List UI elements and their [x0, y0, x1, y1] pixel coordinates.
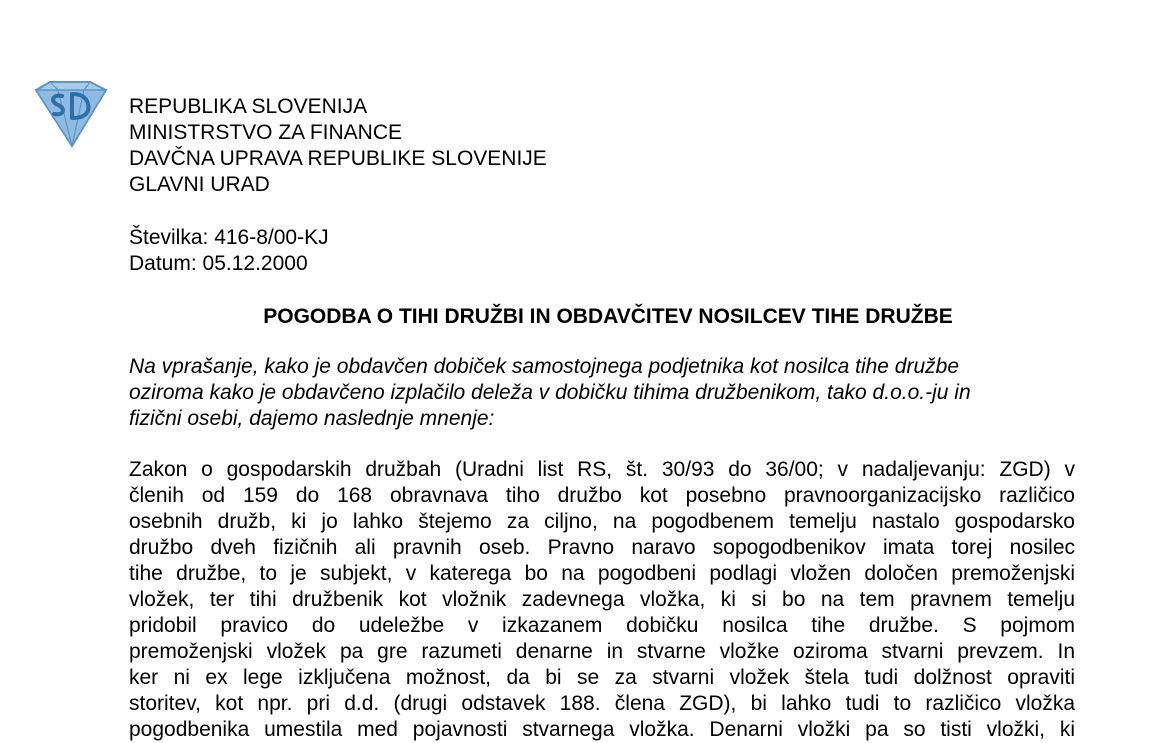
- body-line: členih od 159 do 168 obravnava tiho družbo kot posebno pravnoorganizacijsko različico: [129, 484, 1075, 507]
- header-line: GLAVNI URAD: [129, 173, 270, 196]
- institution-header: [129, 94, 547, 198]
- header-line: MINISTRSTVO ZA FINANCE: [129, 121, 403, 144]
- header-line: DAVČNA UPRAVA REPUBLIKE SLOVENIJE: [129, 147, 547, 170]
- body-line: družbo dveh fizičnih ali pravnih oseb. Pravno naravo sopogodbenikov imata torej nosilec: [129, 536, 1075, 559]
- document-title: POGODBA O TIHI DRUŽBI IN OBDAVČITEV NOSILCEV TIHE DRUŽBE: [263, 305, 953, 328]
- body-line: premoženjski vložek pa gre razumeti denarne in stvarne vložke oziroma stvarni prevzem. In: [129, 640, 1075, 663]
- intro-line: oziroma kako je obdavčeno izplačilo deleža v dobičku tihima družbenikom, tako d.o.o.-ju in: [129, 381, 971, 404]
- body-line: tihe družbe, to je subjekt, v katerega bo na pogodbeni podlagi vložen določen premoženjski: [129, 562, 1075, 585]
- reference-number: Številka: 416-8/00-KJ: [129, 226, 329, 249]
- body-line: storitev, kot npr. pri d.d. (drugi odstavek 188. člena ZGD), bi lahko tudi to različico vložka: [129, 692, 1075, 715]
- intro-paragraph: [129, 354, 1075, 432]
- body-line: ker ni ex lege izključena možnost, da bi se za stvarni vložek štela tudi dolžnost opraviti: [129, 666, 1075, 689]
- reference-date: Datum: 05.12.2000: [129, 252, 308, 275]
- body-line: osebnih družb, ki jo lahko štejemo za ciljno, na pogodbenem temelju nastalo gospodarsko: [129, 510, 1075, 533]
- intro-line: fizični osebi, dajemo naslednje mnenje:: [129, 407, 495, 430]
- body-line: pogodbenika umestila med pojavnosti stvarnega vložka. Denarni vložki pa so tisti vložki, ki: [129, 718, 1075, 741]
- intro-line: Na vprašanje, kako je obdavčen dobiček samostojnega podjetnika kot nosilca tihe družbe: [129, 355, 960, 378]
- body-line: Zakon o gospodarskih družbah (Uradni list RS, št. 30/93 do 36/00; v nadaljevanju: ZGD) v: [129, 458, 1075, 481]
- sd-diamond-logo-icon: [28, 80, 112, 150]
- body-line: pridobil pravico do udeležbe v izkazanem dobičku nosilca tihe družbe. S pojmom: [129, 614, 1075, 637]
- document-reference: [129, 225, 329, 277]
- header-line: REPUBLIKA SLOVENIJA: [129, 95, 368, 118]
- body-line: vložek, ter tihi družbenik kot vložnik zadevnega vložka, ki si bo na tem pravnem temelju: [129, 588, 1075, 611]
- body-paragraph: [129, 457, 1075, 743]
